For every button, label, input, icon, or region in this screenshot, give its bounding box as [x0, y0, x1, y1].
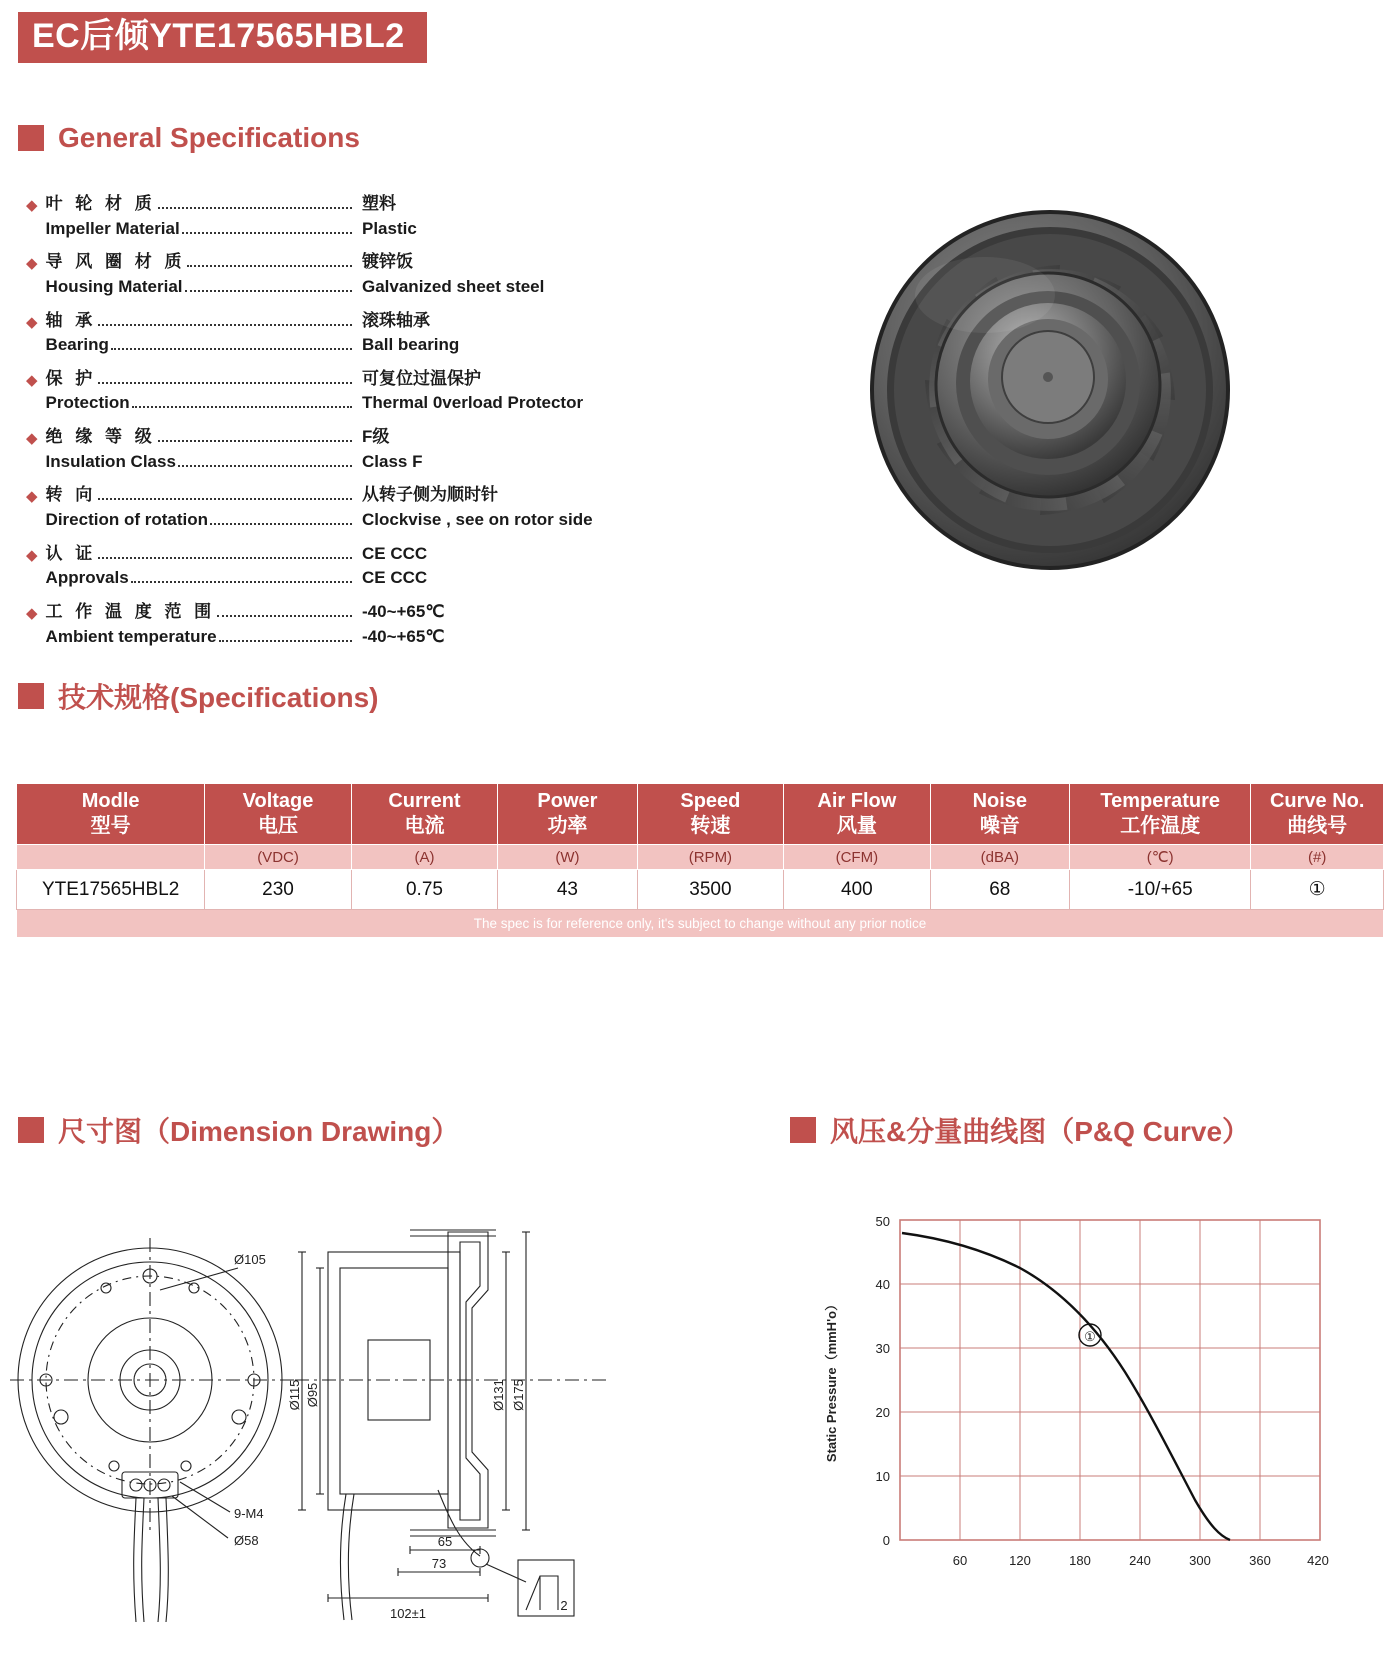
cell-curve-no: ① [1251, 870, 1384, 910]
list-item [26, 367, 646, 416]
page-title: EC后倾YTE17565HBL2 [18, 12, 427, 63]
list-item [26, 309, 646, 358]
col-header-voltage [205, 784, 351, 845]
x-tick-180: 180 [1069, 1553, 1091, 1568]
spec-value-cn: CE CCC [362, 543, 428, 563]
col-header-model-en: Modle [81, 790, 140, 812]
product-photo [845, 185, 1265, 605]
spec-key-en: Insulation Class [45, 451, 176, 471]
spec-key-cn: 转 向 [45, 485, 97, 505]
col-header-temperature [1070, 784, 1251, 845]
spec-key-cn: 绝 缘 等 级 [45, 427, 156, 447]
leader-dots [182, 232, 352, 234]
x-tick-420: 420 [1307, 1553, 1329, 1568]
leader-dots [217, 615, 352, 617]
leader-dots [131, 581, 352, 583]
list-item [26, 483, 646, 532]
cell-airflow: 400 [784, 870, 930, 910]
cell-voltage: 230 [205, 870, 351, 910]
diamond-bullet-icon: ◆ [26, 255, 38, 273]
y-tick-30: 30 [875, 1341, 890, 1356]
dim-label-side-4: 65 [437, 1534, 453, 1549]
spec-key-en: Housing Material [45, 276, 183, 296]
col-header-current-en: Current [388, 790, 461, 812]
section-heading-pq-label: 风压&分量曲线图（P&Q Curve） [830, 1116, 1251, 1147]
specifications-table [16, 783, 1384, 938]
col-header-noise [930, 784, 1069, 845]
dim-label-side-7: 2 [560, 1598, 568, 1613]
y-tick-0: 0 [882, 1533, 890, 1548]
spec-key-en: Impeller Material [45, 218, 180, 238]
heading-swatch-icon [18, 683, 44, 709]
leader-dots [187, 265, 352, 267]
spec-key-cn: 工 作 温 度 范 围 [45, 601, 216, 621]
chart-plot-area [900, 1220, 1320, 1540]
y-axis-label: Static Pressure（mmH'o） [824, 1297, 839, 1463]
col-header-noise-cn: 噪音 [979, 815, 1020, 837]
diamond-bullet-icon: ◆ [26, 313, 38, 331]
table-header-row [17, 784, 1384, 845]
y-tick-10: 10 [875, 1469, 890, 1484]
leader-dots [98, 557, 352, 559]
col-header-current-cn: 电流 [404, 815, 445, 837]
spec-key-en: Direction of rotation [45, 510, 208, 530]
leader-dots [111, 348, 352, 350]
spec-value-en: Galvanized sheet steel [362, 276, 545, 296]
spec-value-en: Clockvise , see on rotor side [362, 510, 593, 530]
section-heading-dimension-label: 尺寸图（Dimension Drawing） [58, 1116, 460, 1147]
x-tick-300: 300 [1189, 1553, 1211, 1568]
unit-temperature: (℃) [1070, 845, 1251, 870]
leader-dots [185, 290, 352, 292]
diamond-bullet-icon: ◆ [26, 488, 38, 506]
leader-dots [158, 440, 352, 442]
list-item [26, 600, 646, 649]
unit-speed: (RPM) [637, 845, 783, 870]
dim-label-side-5: 73 [431, 1556, 447, 1571]
spec-value-en: Class F [362, 451, 423, 471]
list-item [26, 192, 646, 241]
spec-value-en: Thermal 0verload Protector [362, 393, 584, 413]
unit-noise: (dBA) [930, 845, 1069, 870]
spec-value-en: -40~+65℃ [362, 626, 445, 646]
table-note-row [17, 910, 1384, 938]
list-item [26, 542, 646, 591]
unit-voltage: (VDC) [205, 845, 351, 870]
cell-temperature: -10/+65 [1070, 870, 1251, 910]
col-header-noise-en: Noise [972, 790, 1028, 812]
leader-dots [178, 465, 352, 467]
leader-dots [210, 523, 352, 525]
spec-key-en: Approvals [45, 568, 129, 588]
spec-key-cn: 轴 承 [45, 310, 97, 330]
cell-noise: 68 [930, 870, 1069, 910]
spec-value-cn: 可复位过温保护 [362, 368, 481, 388]
heading-swatch-icon [18, 1117, 44, 1143]
unit-curve-no: (#) [1251, 845, 1384, 870]
col-header-model-cn: 型号 [90, 815, 131, 837]
col-header-power-cn: 功率 [547, 815, 588, 837]
dim-label-front-1: 9-M4 [234, 1506, 264, 1521]
col-header-current [351, 784, 497, 845]
unit-airflow: (CFM) [784, 845, 930, 870]
col-header-power [498, 784, 637, 845]
dim-label-front-2: Ø58 [234, 1533, 259, 1548]
spec-key-cn: 导 风 圈 材 质 [45, 252, 186, 272]
pq-curve-chart [790, 1190, 1390, 1630]
spec-value-cn: 镀锌饭 [362, 252, 413, 272]
unit-current: (A) [351, 845, 497, 870]
diamond-bullet-icon: ◆ [26, 604, 38, 622]
y-tick-20: 20 [875, 1405, 890, 1420]
dim-label-side-0: Ø115 [287, 1379, 302, 1411]
spec-value-cn: F级 [362, 427, 390, 447]
diamond-bullet-icon: ◆ [26, 371, 38, 389]
dimension-drawing [10, 1190, 770, 1630]
dim-label-side-1: Ø95 [305, 1382, 320, 1408]
section-heading-pq [790, 1110, 1250, 1150]
spec-key-cn: 保 护 [45, 368, 97, 388]
col-header-speed [637, 784, 783, 845]
dim-label-side-2: Ø131 [491, 1379, 506, 1411]
cell-model: YTE17565HBL2 [17, 870, 205, 910]
x-tick-240: 240 [1129, 1553, 1151, 1568]
col-header-temperature-cn: 工作温度 [1120, 815, 1201, 837]
unit-model [17, 845, 205, 870]
y-tick-40: 40 [875, 1277, 890, 1292]
col-header-model [17, 784, 205, 845]
y-tick-50: 50 [875, 1214, 890, 1229]
chart-annotation-label: ① [1084, 1329, 1096, 1344]
dim-label-front-0: Ø105 [234, 1252, 266, 1267]
leader-dots [132, 406, 352, 408]
col-header-voltage-cn: 电压 [258, 815, 299, 837]
x-tick-360: 360 [1249, 1553, 1271, 1568]
spec-key-en: Ambient temperature [45, 626, 217, 646]
cell-power: 43 [498, 870, 637, 910]
diamond-bullet-icon: ◆ [26, 197, 38, 214]
spec-value-cn: -40~+65℃ [362, 601, 445, 621]
section-heading-specifications-label: 技术规格(Specifications) [58, 682, 379, 713]
col-header-speed-cn: 转速 [690, 815, 731, 837]
general-specifications-list [26, 192, 646, 658]
section-heading-specifications [18, 676, 378, 716]
diamond-bullet-icon: ◆ [26, 546, 38, 564]
x-tick-120: 120 [1009, 1553, 1031, 1568]
spec-value-cn: 塑料 [362, 194, 396, 213]
table-units-row [17, 845, 1384, 870]
section-heading-general [18, 122, 360, 154]
leader-dots [158, 207, 352, 209]
spec-value-en: Plastic [362, 218, 417, 238]
unit-power: (W) [498, 845, 637, 870]
section-heading-general-label: General Specifications [58, 122, 360, 153]
heading-swatch-icon [790, 1117, 816, 1143]
col-header-curve-no-en: Curve No. [1269, 790, 1365, 812]
heading-swatch-icon [18, 125, 44, 151]
col-header-power-en: Power [537, 790, 598, 812]
leader-dots [219, 640, 352, 642]
diamond-bullet-icon: ◆ [26, 430, 38, 448]
x-tick-60: 60 [952, 1553, 968, 1568]
col-header-voltage-en: Voltage [242, 790, 314, 812]
cell-current: 0.75 [351, 870, 497, 910]
spec-key-cn: 叶 轮 材 质 [45, 194, 156, 213]
col-header-temperature-en: Temperature [1100, 790, 1221, 812]
dim-label-side-6: 102±1 [389, 1606, 427, 1621]
list-item [26, 425, 646, 474]
cell-speed: 3500 [637, 870, 783, 910]
list-item [26, 250, 646, 299]
col-header-curve-no-cn: 曲线号 [1287, 815, 1348, 837]
spec-key-en: Protection [45, 393, 130, 413]
leader-dots [98, 324, 352, 326]
table-note: The spec is for reference only, it's subject to change without any prior notice [17, 910, 1384, 938]
section-heading-dimension [18, 1110, 459, 1150]
spec-key-en: Bearing [45, 335, 109, 355]
col-header-airflow-cn: 风量 [836, 815, 877, 837]
col-header-speed-en: Speed [680, 790, 741, 812]
table-row [17, 870, 1384, 910]
col-header-airflow [784, 784, 930, 845]
col-header-airflow-en: Air Flow [817, 790, 897, 812]
dim-label-side-3: Ø175 [511, 1379, 526, 1411]
spec-value-en: Ball bearing [362, 335, 460, 355]
leader-dots [98, 498, 352, 500]
col-header-curve-no [1251, 784, 1384, 845]
spec-value-cn: 滚珠轴承 [362, 310, 430, 330]
spec-key-cn: 认 证 [45, 543, 97, 563]
leader-dots [98, 382, 352, 384]
spec-value-cn: 从转子侧为顺时针 [362, 485, 498, 505]
spec-value-en: CE CCC [362, 568, 428, 588]
